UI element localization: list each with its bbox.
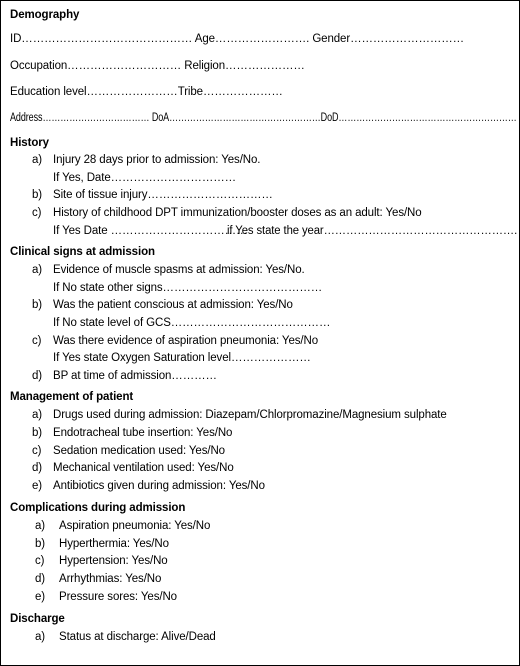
demography-education-tribe: Education level……………………Tribe………………… xyxy=(10,86,283,98)
management-c-text: Sedation medication used: Yes/No xyxy=(53,445,225,457)
discharge-a-text: Status at discharge: Alive/Dead xyxy=(59,631,216,643)
history-c-sub-year: if Yes state the year……………………………………………. xyxy=(227,225,518,237)
clinical-b-sub: If No state level of GCS…………………………………… xyxy=(53,317,331,329)
management-c-marker: c) xyxy=(32,445,42,457)
complications-b-marker: b) xyxy=(35,538,46,550)
clinical-c-text: Was there evidence of aspiration pneumonia: Yes/No xyxy=(53,335,318,347)
complications-c-text: Hypertension: Yes/No xyxy=(59,555,168,567)
complications-b-text: Hyperthermia: Yes/No xyxy=(59,538,169,550)
clinical-a-marker: a) xyxy=(32,264,43,276)
management-heading: Management of patient xyxy=(10,391,134,403)
clinical-a-text: Evidence of muscle spasms at admission: Yes/No. xyxy=(53,264,305,276)
history-a-sub: If Yes, Date…………………………… xyxy=(53,172,237,184)
history-heading: History xyxy=(10,137,49,149)
complications-e-marker: e) xyxy=(35,591,46,603)
clinical-c-marker: c) xyxy=(32,335,42,347)
history-c-marker: c) xyxy=(32,207,42,219)
complications-heading: Complications during admission xyxy=(10,502,186,514)
complications-d-marker: d) xyxy=(35,573,46,585)
management-a-text: Drugs used during admission: Diazepam/Chlorpromazine/Magnesium sulphate xyxy=(53,409,447,421)
demography-occupation-religion: Occupation………………………… Religion………………… xyxy=(10,60,305,72)
complications-a-marker: a) xyxy=(35,520,46,532)
history-b-marker: b) xyxy=(32,189,43,201)
discharge-a-marker: a) xyxy=(35,631,46,643)
clinical-heading: Clinical signs at admission xyxy=(10,246,155,258)
clinical-a-sub: If No state other signs…………………………………… xyxy=(53,282,323,294)
history-c-sub-date: If Yes Date ……………………………… xyxy=(53,225,248,237)
history-b-text: Site of tissue injury…………………………… xyxy=(53,189,273,201)
clinical-d-marker: d) xyxy=(32,370,43,382)
history-a-marker: a) xyxy=(32,154,43,166)
complications-a-text: Aspiration pneumonia: Yes/No xyxy=(59,520,211,532)
management-a-marker: a) xyxy=(32,409,43,421)
demography-heading: Demography xyxy=(10,9,80,21)
demography-address-doa-dod: Address……………………………… DoA……………………………………………DoD…………………………………………………… xyxy=(10,112,517,124)
history-a-text: Injury 28 days prior to admission: Yes/No. xyxy=(53,154,261,166)
management-d-text: Mechanical ventilation used: Yes/No xyxy=(53,462,234,474)
clinical-b-text: Was the patient conscious at admission: Yes/No xyxy=(53,299,293,311)
clinical-c-sub: If Yes state Oxygen Saturation level………………… xyxy=(53,352,311,364)
discharge-heading: Discharge xyxy=(10,613,65,625)
clinical-d-text: BP at time of admission………… xyxy=(53,370,217,382)
complications-e-text: Pressure sores: Yes/No xyxy=(59,591,177,603)
demography-id-age-gender: ID……………………………………… Age……………………. Gender………………………… xyxy=(10,33,465,45)
clinical-b-marker: b) xyxy=(32,299,43,311)
management-b-marker: b) xyxy=(32,427,43,439)
history-c-text: History of childhood DPT immunization/booster doses as an adult: Yes/No xyxy=(53,207,422,219)
management-e-text: Antibiotics given during admission: Yes/No xyxy=(53,480,265,492)
complications-d-text: Arrhythmias: Yes/No xyxy=(59,573,162,585)
management-e-marker: e) xyxy=(32,480,43,492)
management-d-marker: d) xyxy=(32,462,43,474)
management-b-text: Endotracheal tube insertion: Yes/No xyxy=(53,427,233,439)
complications-c-marker: c) xyxy=(35,555,45,567)
